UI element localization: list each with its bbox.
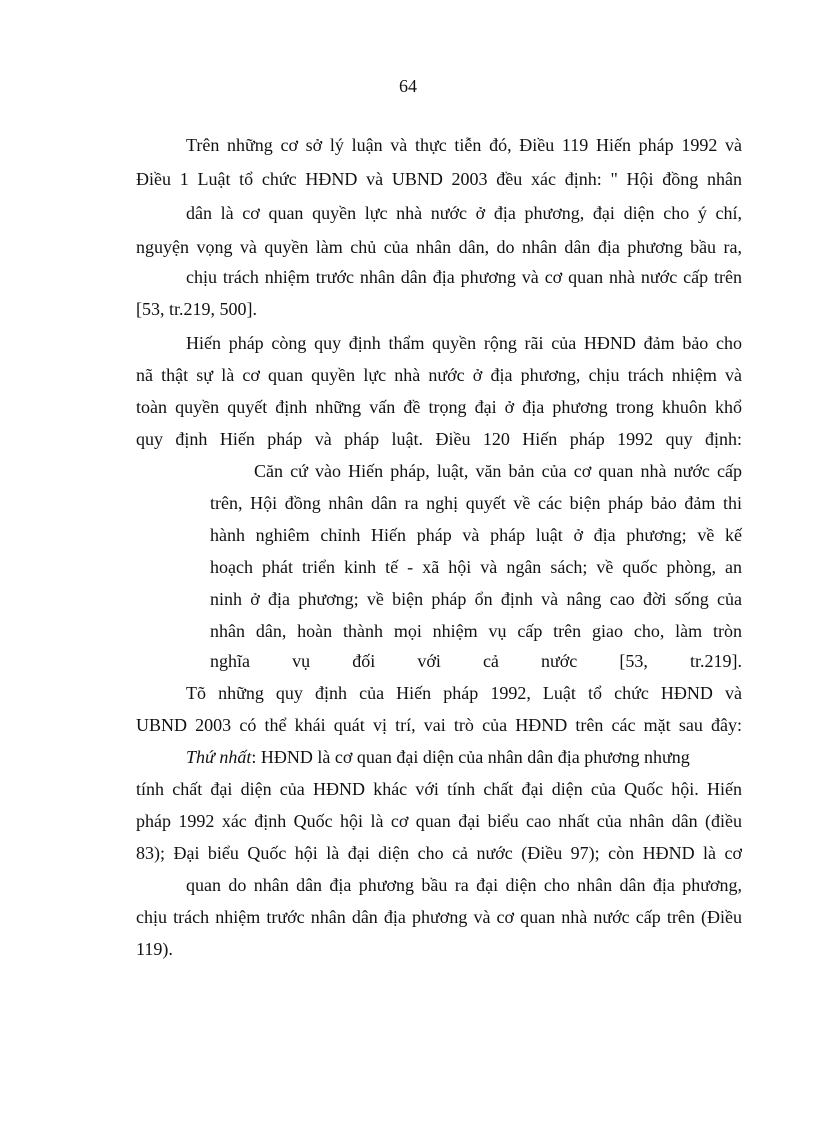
quote-line-3: hành nghiêm chỉnh Hiến pháp và pháp luật ở địa phương; về kế	[210, 525, 742, 545]
paragraph-3-line-1: Tõ những quy định của Hiến pháp 1992, Luật tổ chức HĐND và	[186, 683, 742, 703]
paragraph-1-line-2: Điều 1 Luật tổ chức HĐND và UBND 2003 đều xác định: " Hội đồng nhân	[136, 169, 742, 189]
paragraph-1-line-4: nguyện vọng và quyền làm chủ của nhân dân, do nhân dân địa phương bầu ra,	[136, 237, 742, 257]
quote-line-5: ninh ở địa phương; về biện pháp ổn định và nâng cao đời sống của	[210, 589, 742, 609]
paragraph-1-line-5: chịu trách nhiệm trước nhân dân địa phương và cơ quan nhà nước cấp trên	[186, 267, 742, 287]
paragraph-4-line-3: pháp 1992 xác định Quốc hội là cơ quan đại biểu cao nhất của nhân dân (điều	[136, 811, 742, 831]
paragraph-1-line-3: dân là cơ quan quyền lực nhà nước ở địa phương, đại diện cho ý chí,	[186, 203, 742, 223]
paragraph-2-line-3: toàn quyền quyết định những vấn đề trọng đại ở địa phương trong khuôn khổ	[136, 397, 742, 417]
paragraph-4-line-5: quan do nhân dân địa phương bầu ra đại diện cho nhân dân địa phương,	[186, 875, 742, 895]
paragraph-2-line-2: nã thật sự là cơ quan quyền lực nhà nước ở địa phương, chịu trách nhiệm và	[136, 365, 742, 385]
page-number: 64	[399, 76, 417, 96]
paragraph-3-line-2: UBND 2003 có thể khái quát vị trí, vai trò của HĐND trên các mặt sau đây:	[136, 715, 742, 735]
quote-line-6: nhân dân, hoàn thành mọi nhiệm vụ cấp trên giao cho, làm tròn	[210, 621, 742, 641]
paragraph-4-line-7: 119).	[136, 939, 173, 959]
quote-line-7: nghĩa vụ đối với cả nước [53, tr.219].	[210, 651, 742, 671]
quote-line-4: hoạch phát triển kinh tế - xã hội và ngân sách; về quốc phòng, an	[210, 557, 742, 577]
paragraph-1-line-6: [53, tr.219, 500].	[136, 299, 257, 319]
quote-line-1: Căn cứ vào Hiến pháp, luật, văn bản của cơ quan nhà nước cấp	[254, 461, 742, 481]
paragraph-2-line-1: Hiến pháp còng quy định thẩm quyền rộng rãi của HĐND đảm bảo cho	[186, 333, 742, 353]
paragraph-4-line-2: tính chất đại diện của HĐND khác với tính chất đại diện của Quốc hội. Hiến	[136, 779, 742, 799]
paragraph-4-line-1-text: : HĐND là cơ quan đại diện của nhân dân địa phương nhưng	[251, 747, 690, 767]
paragraph-4-line-4: 83); Đại biểu Quốc hội là đại diện cho cả nước (Điều 97); còn HĐND là cơ	[136, 843, 742, 863]
paragraph-2-line-4: quy định Hiến pháp và pháp luật. Điều 120 Hiến pháp 1992 quy định:	[136, 429, 742, 449]
paragraph-4-line-1	[186, 746, 742, 770]
lead-term: Thứ nhất	[186, 747, 252, 767]
paragraph-4-line-6: chịu trách nhiệm trước nhân dân địa phương và cơ quan nhà nước cấp trên (Điều	[136, 907, 742, 927]
paragraph-1-line-1: Trên những cơ sở lý luận và thực tiễn đó, Điều 119 Hiến pháp 1992 và	[186, 135, 742, 155]
quote-line-2: trên, Hội đồng nhân dân ra nghị quyết về các biện pháp bảo đảm thi	[210, 493, 742, 513]
